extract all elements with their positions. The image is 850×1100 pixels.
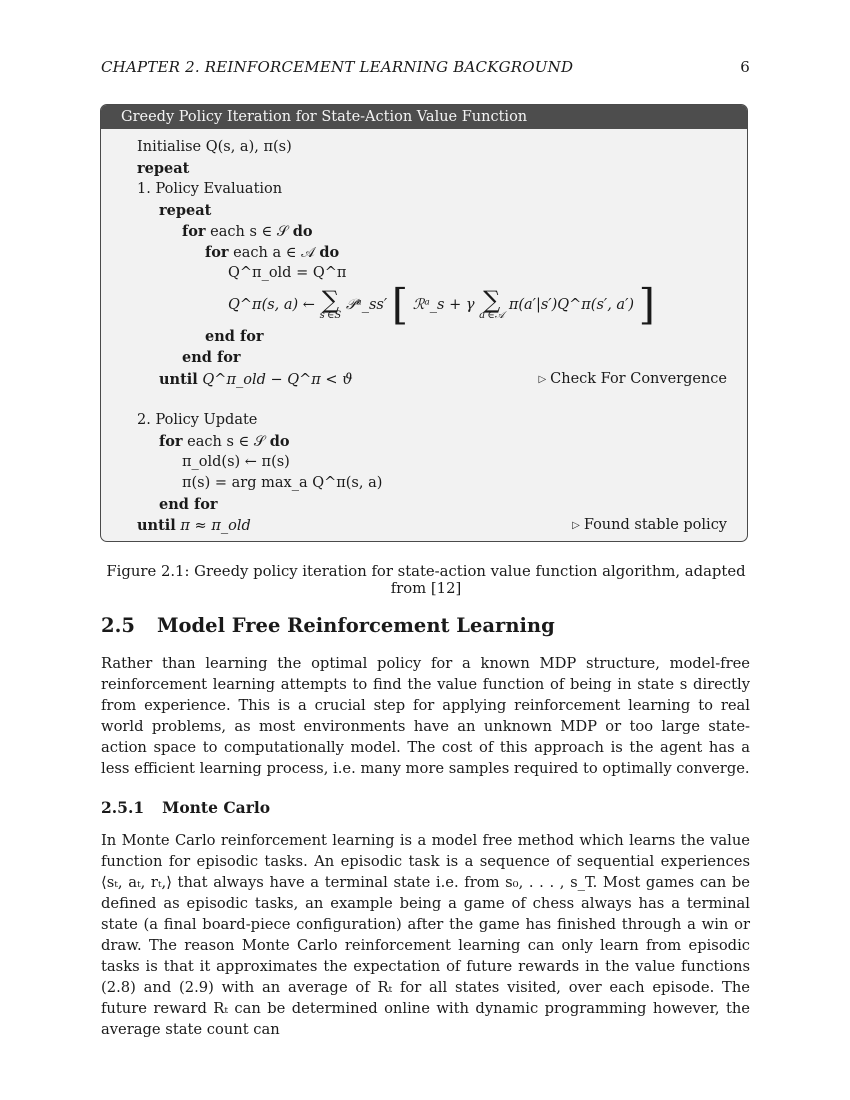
figure-caption: Figure 2.1: Greedy policy iteration for state-action value function algorithm, adapted from [12] bbox=[106, 563, 746, 597]
line-policy-update: 2. Policy Update bbox=[137, 412, 258, 428]
right-bracket: ] bbox=[638, 280, 656, 329]
sum-over-next-actions: ∑ a′∈𝒜 bbox=[479, 286, 505, 321]
sum-over-next-states: ∑ s′∈S bbox=[319, 286, 342, 321]
line-for-each-state: for each s ∈ 𝒮 do bbox=[182, 223, 313, 240]
algorithm-box bbox=[100, 104, 748, 542]
line-pi-argmax: π(s) = arg max_a Q^π(s, a) bbox=[182, 475, 383, 491]
chapter-title: CHAPTER 2. REINFORCEMENT LEARNING BACKGROUND bbox=[101, 58, 574, 76]
triangle-icon: ▷ bbox=[538, 374, 547, 385]
line-bellman-update: Q^π(s, a) ← ∑ s′∈S 𝒫ᵃ_ss′ [ ℛᵃ_s + γ ∑ a′∈𝒜 π(a′|s′)Q^π(s′, a′) ] bbox=[228, 280, 656, 329]
line-initialise: Initialise Q(s, a), π(s) bbox=[137, 139, 292, 155]
line-for-each-state-2: for each s ∈ 𝒮 do bbox=[159, 433, 290, 450]
paragraph-model-free: Rather than learning the optimal policy for a known MDP structure, model-free reinforcement learning attempts to find the value function of being in state s directly from experience. This is a crucial step for applying reinforcement learning to real world problems, as most environments have an unknown MDP or too large state-action space to computationally model. The cost of this approach is the agent has a less efficient learning process, i.e. many more samples required to optimally converge. bbox=[101, 655, 750, 777]
paragraph-monte-carlo: In Monte Carlo reinforcement learning is a model free method which learns the value function for episodic tasks. An episodic task is a sequence of sequential experiences ⟨sₜ, aₜ, rₜ,⟩ that always have a terminal state i.e. from s₀, . . . , s_T. Most games can be defined as episodic tasks, an example being a game of chess always has a terminal state (a final board-piece configuration) after the game has finished through a win or draw. The reason Monte Carlo reinforcement learning can only learn from episodic tasks is that it approximates the expectation of future rewards in the value functions (2.8) and (2.9) with an average of Rₜ for all states visited, over each episode. The future reward Rₜ can be determined online with dynamic programming however, the average state count can bbox=[101, 832, 750, 1038]
line-repeat-inner: repeat bbox=[159, 202, 212, 219]
subsection-title: Monte Carlo bbox=[162, 798, 271, 817]
line-repeat-outer: repeat bbox=[137, 160, 190, 177]
line-for-each-action: for each a ∈ 𝒜 do bbox=[205, 244, 340, 261]
line-policy-evaluation: 1. Policy Evaluation bbox=[137, 181, 283, 197]
line-end-for-2: end for bbox=[159, 496, 218, 513]
algorithm-title: Greedy Policy Iteration for State-Action Value Function bbox=[101, 105, 747, 129]
line-assign-old-q: Q^π_old = Q^π bbox=[228, 265, 347, 281]
left-bracket: [ bbox=[391, 280, 409, 329]
triangle-icon: ▷ bbox=[572, 520, 580, 531]
running-header bbox=[101, 58, 750, 76]
comment-check-convergence: ▷ Check For Convergence bbox=[538, 371, 727, 387]
line-end-for-inner: end for bbox=[205, 328, 264, 345]
section-number: 2.5 bbox=[101, 614, 135, 637]
line-pi-old: π_old(s) ← π(s) bbox=[182, 454, 290, 470]
line-until-stable: until π ≈ π_old bbox=[137, 517, 251, 534]
line-end-for-outer: end for bbox=[182, 349, 241, 366]
line-until-convergence: until Q^π_old − Q^π < ϑ bbox=[159, 371, 353, 388]
page-number: 6 bbox=[740, 58, 750, 76]
section-title: Model Free Reinforcement Learning bbox=[156, 614, 555, 637]
subsection-heading bbox=[101, 798, 270, 817]
comment-stable-policy: ▷ Found stable policy bbox=[572, 517, 727, 533]
subsection-number: 2.5.1 bbox=[101, 798, 145, 817]
section-heading bbox=[101, 614, 555, 637]
